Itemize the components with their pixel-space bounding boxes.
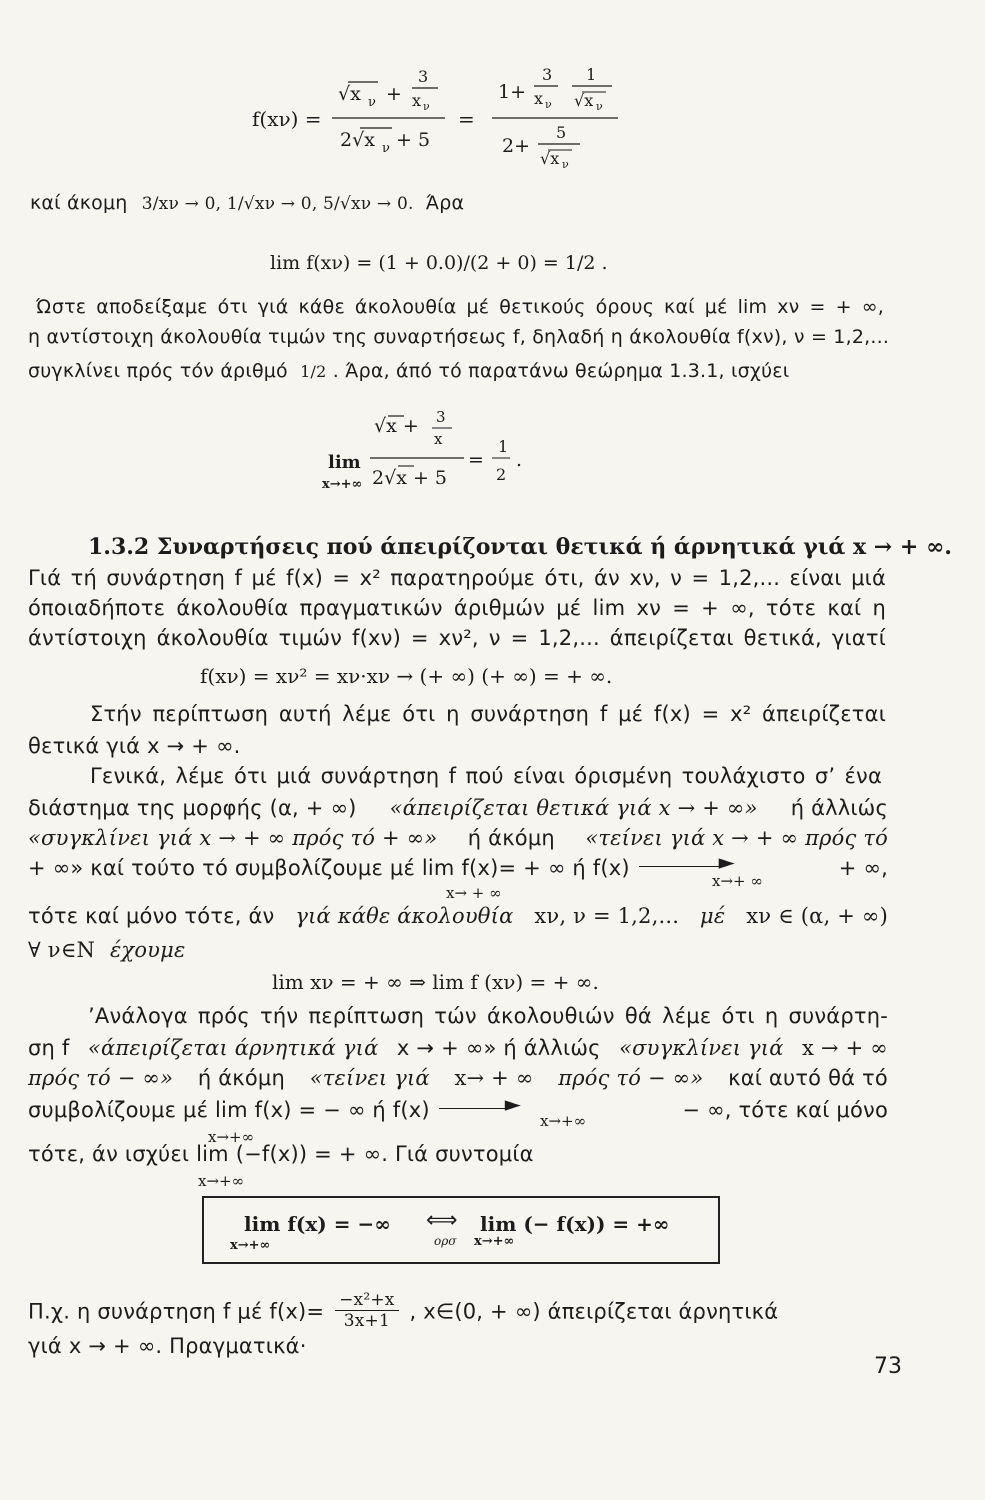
or-even-2: ή άκόμη [197, 1066, 285, 1090]
svg-text:2+: 2+ [502, 135, 531, 157]
para1-line2: η αντίστοιχη άκολουθία τιμών της συναρτήσεως f, δηλαδή η άκολουθία f(xν), ν = 1,2,... [28, 326, 890, 348]
svg-text:2√x: 2√x [340, 129, 375, 151]
lim-f-xn-line [270, 252, 608, 274]
svg-text:ν: ν [596, 100, 603, 113]
lim-sub: x→+∞ [322, 477, 363, 492]
with-word: μέ [700, 904, 726, 928]
section-p3-subscript2: x→+ ∞ [712, 872, 763, 890]
svg-text:ν: ν [382, 141, 390, 156]
to-minus-inf: πρός τό − ∞» [28, 1066, 174, 1090]
or-even: ή άκόμη [467, 826, 555, 850]
section-p4-subscript1: x→+∞ [208, 1128, 255, 1146]
section-p3-line3 [28, 826, 888, 850]
for-every-sequence: γιά κάθε άκολουθία [295, 904, 514, 928]
section-heading: 1.3.2 Συναρτήσεις πού άπειρίζονται θετικά ή άρνητικά γιά x → + ∞. [88, 534, 952, 560]
for-all-n: ∀ ν∈N [28, 938, 96, 962]
svg-text:ν: ν [368, 95, 376, 110]
limits-list: 3/xν → 0, 1/√xν → 0, 5/√xν → 0. [141, 194, 414, 214]
positive-divergence-quote: «άπειρίζεται θετικά γιά x → + ∞» [389, 796, 758, 820]
section-p2-line2: θετικά γιά x → + ∞. [28, 734, 241, 758]
section-p4-line4 [28, 1092, 888, 1122]
example-line1 [28, 1292, 888, 1333]
section-p3-line1: Γενικά, λέμε ότι μιά συνάρτηση f πού είναι όρισμένη τουλάχιστο σ’ ένα [90, 764, 882, 788]
lim-word: lim [328, 452, 361, 473]
plus-infinity: + ∞, [838, 856, 888, 880]
svg-text:1: 1 [498, 437, 509, 456]
x-to-inf-or: x → + ∞» ή άλλιώς [396, 1036, 601, 1060]
and-this-will: καί αυτό θά τό [728, 1066, 888, 1090]
kai-akomi-line [30, 192, 510, 214]
box-right-sub: x→+∞ [474, 1234, 515, 1249]
section-p4-line2 [28, 1036, 888, 1060]
formula-f-of-xn [240, 60, 640, 180]
equivalence-box [202, 1196, 720, 1264]
section-p1-line1: Γιά τή συνάρτηση f μέ f(x) = x² παρατηρούμε ότι, άν xν, ν = 1,2,... είναι μιά [28, 566, 886, 590]
one-half: 1/2 [300, 362, 327, 381]
xn-in-interval: xν ∈ (α, + ∞) [746, 904, 888, 928]
example-line2: γιά x → + ∞. Πραγματικά· [28, 1334, 307, 1358]
section-p1-line3: άντίστοιχη άκολουθία τιμών f(xν) = xν², ν = 1,2,... άπειρίζεται θετικά, γιατί [28, 626, 886, 650]
svg-text:=: = [468, 449, 484, 471]
tends-arrow-2 [439, 1108, 509, 1109]
svg-text:3: 3 [418, 67, 429, 86]
svg-text:ν: ν [562, 158, 569, 171]
then-only-then: τότε καί μόνο τότε, άν [28, 904, 275, 928]
negative-divergence-quote: «άπειρίζεται άρνητικά γιά [87, 1036, 379, 1060]
interval-text: διάστημα της μορφής (α, + ∞) [28, 796, 357, 820]
lim-f-xn-expression: lim f(xν) = (1 + 0.0)/(2 + 0) = 1/2 . [270, 252, 608, 274]
minus-inf-then-only: − ∞, τότε καί μόνο [682, 1098, 888, 1122]
converges-quote: «συγκλίνει γιά x → + ∞ πρός τό + ∞» [28, 826, 438, 850]
section-p3-subscript1: x→ + ∞ [446, 884, 502, 902]
section-p3-line5 [28, 904, 888, 928]
ara-label: Άρα [425, 192, 465, 214]
svg-text:.: . [516, 449, 523, 471]
tends-quote: «τείνει γιά x → + ∞ πρός τό [585, 826, 888, 850]
para1-line3 [28, 360, 890, 382]
to-minus-inf-2: πρός τό − ∞» [558, 1066, 704, 1090]
we-have: έχουμε [109, 938, 186, 962]
converges-for: «συγκλίνει γιά [619, 1036, 784, 1060]
example-denominator: 3x+1 [343, 1311, 390, 1331]
section-p1-equation: f(xν) = xν² = xν·xν → (+ ∞) (+ ∞) = + ∞. [200, 664, 613, 688]
svg-text:2: 2 [496, 465, 507, 484]
example-domain: , x∈(0, + ∞) άπειρίζεται άρνητικά [409, 1299, 779, 1324]
example-numerator: −x²+x [335, 1290, 398, 1311]
para1-line1: Ώστε αποδείξαμε ότι γιά κάθε άκολουθία μέ θετικούς όρους καί μέ lim xν = + ∞, [36, 296, 884, 318]
para1-line3-text: συγκλίνει πρός τόν άριθμό [28, 360, 288, 382]
function-f: ση f [28, 1036, 70, 1060]
svg-text:2√x + 5: 2√x + 5 [372, 467, 447, 489]
svg-text:√x +: √x + [374, 415, 419, 437]
svg-text:3: 3 [542, 65, 553, 84]
page-number: 73 [874, 1354, 902, 1379]
section-p1-line2: όποιαδήποτε άκολουθία πραγματικών άριθμών μέ lim xν = + ∞, τότε καί η [28, 596, 886, 620]
section-p4-subscript2: x→+∞ [540, 1112, 587, 1130]
svg-text:x: x [434, 430, 443, 448]
section-p3-line2 [28, 796, 888, 820]
formula-limit-sqrt [318, 404, 578, 494]
kai-akomi-label: καί άκομη [30, 192, 128, 214]
example-intro: Π.χ. η συνάρτηση f μέ f(x)= [28, 1299, 325, 1324]
box-right: lim (− f(x)) = +∞ [480, 1212, 670, 1236]
svg-text:x: x [534, 89, 544, 108]
symbolize-text: + ∞» καί τούτο τό συμβολίζουμε μέ lim f(x)= + ∞ ή f(x) [28, 856, 630, 880]
example-fraction [335, 1290, 398, 1331]
svg-text:1: 1 [586, 65, 597, 84]
section-p4-line1: ’Ανάλογα πρός τήν περίπτωση τών άκολουθιών θά λέμε ότι η συνάρτη- [88, 1004, 888, 1028]
box-left: lim f(x) = −∞ [244, 1212, 391, 1236]
section-p3-line6 [28, 938, 890, 962]
svg-text:√x: √x [574, 91, 594, 110]
svg-text:ν: ν [545, 98, 552, 111]
svg-text:+: + [386, 83, 402, 105]
svg-text:ν: ν [423, 100, 430, 113]
tends-for: «τείνει γιά [309, 1066, 430, 1090]
svg-text:√x: √x [540, 149, 560, 168]
svg-text:x: x [412, 91, 422, 110]
svg-text:3: 3 [436, 408, 446, 426]
f-lhs: f(xν) = [252, 107, 322, 131]
box-left-sub: x→+∞ [230, 1238, 271, 1253]
svg-text:=: = [458, 107, 475, 131]
svg-text:√x: √x [338, 83, 361, 105]
para1-line3-rest: . Άρα, άπό τό παρατάνω θεώρημα 1.3.1, ισχύει [332, 360, 790, 382]
section-p4-line5: τότε, άν ισχύει lim (−f(x)) = + ∞. Γιά συντομία [28, 1142, 534, 1166]
arrow-head-2: ► [504, 1092, 522, 1116]
svg-text:1+: 1+ [498, 81, 527, 103]
box-arrow: ⟺ [426, 1208, 458, 1233]
section-p2-line1: Στήν περίπτωση αυτή λέμε ότι η συνάρτηση f μέ f(x) = x² άπειρίζεται [90, 702, 886, 726]
tends-arrow [639, 866, 723, 867]
svg-text:5: 5 [556, 123, 567, 142]
sequence-xn: xν, ν = 1,2,... [534, 904, 680, 928]
section-p3-equation: lim xν = + ∞ ⇒ lim f (xν) = + ∞. [272, 970, 599, 994]
symbolize-negative: συμβολίζουμε μέ lim f(x) = − ∞ ή f(x) [28, 1098, 430, 1122]
x-to-inf-2: x→ + ∞ [454, 1066, 534, 1090]
or-otherwise: ή άλλιώς [790, 796, 888, 820]
x-to-inf: x → + ∞ [802, 1036, 888, 1060]
box-arrow-label: ορσ [434, 1234, 457, 1248]
arrow-head: ► [718, 850, 736, 874]
section-p4-subscript3: x→+∞ [198, 1172, 245, 1190]
section-p4-line3 [28, 1066, 888, 1090]
svg-text:+ 5: + 5 [396, 129, 431, 151]
